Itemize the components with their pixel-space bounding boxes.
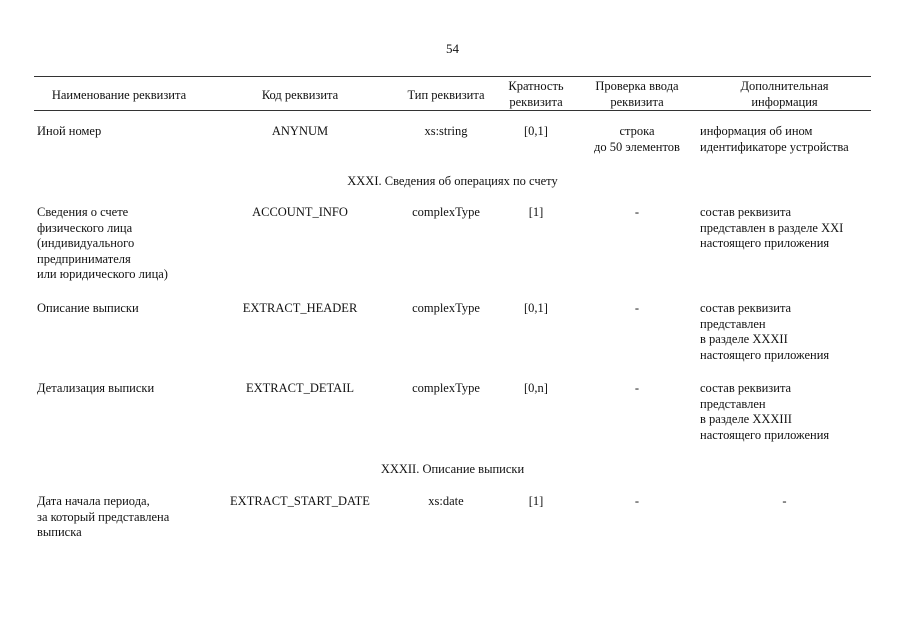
row-validation: - bbox=[634, 301, 640, 315]
row-multiplicity: [1] bbox=[528, 494, 544, 508]
section-heading: XXXII. Описание выписки bbox=[380, 462, 525, 476]
row-code: ANYNUM bbox=[271, 124, 329, 138]
row-name: Иной номер bbox=[37, 124, 102, 138]
row-info: состав реквизита представлен в разделе XXI настоящего приложения bbox=[700, 205, 844, 250]
row-type: xs:date bbox=[428, 494, 464, 508]
row-type: complexType bbox=[412, 205, 480, 219]
row-info: - bbox=[782, 494, 787, 508]
row-validation: строка до 50 элементов bbox=[594, 124, 680, 154]
row-validation: - bbox=[634, 381, 640, 395]
row-type: complexType bbox=[412, 301, 480, 315]
row-name: Сведения о счете физического лица (индивидуального предпринимателя или юридического лица) bbox=[37, 205, 168, 281]
row-code: EXTRACT_HEADER bbox=[242, 301, 358, 315]
row-code: EXTRACT_DETAIL bbox=[245, 381, 354, 395]
row-info: информация об ином идентификаторе устройства bbox=[700, 124, 849, 154]
row-info: состав реквизита представлен в разделе XXXIII настоящего приложения bbox=[700, 381, 830, 442]
row-multiplicity: [1] bbox=[528, 205, 544, 219]
header-validation: Проверка ввода реквизита bbox=[595, 79, 679, 109]
header-info: Дополнительная информация bbox=[740, 79, 829, 109]
row-type: complexType bbox=[412, 381, 480, 395]
row-validation: - bbox=[634, 205, 640, 219]
header-name: Наименование реквизита bbox=[51, 88, 187, 102]
row-name: Детализация выписки bbox=[37, 381, 155, 395]
section-heading: XXXI. Сведения об операциях по счету bbox=[347, 174, 558, 188]
page-number: 54 bbox=[446, 41, 459, 56]
row-name: Описание выписки bbox=[37, 301, 139, 315]
row-info: состав реквизита представлен в разделе XXXII настоящего приложения bbox=[700, 301, 830, 362]
header-multiplicity: Кратность реквизита bbox=[508, 79, 564, 109]
row-code: ACCOUNT_INFO bbox=[252, 205, 348, 219]
row-name: Дата начала периода, за который представлена выписка bbox=[37, 494, 170, 539]
row-code: EXTRACT_START_DATE bbox=[230, 494, 370, 508]
table-top-rule bbox=[34, 76, 871, 77]
row-multiplicity: [0,1] bbox=[524, 124, 548, 138]
table-header-rule bbox=[34, 110, 871, 111]
header-code: Код реквизита bbox=[261, 88, 339, 102]
row-validation: - bbox=[634, 494, 640, 508]
row-multiplicity: [0,1] bbox=[524, 301, 548, 315]
row-type: xs:string bbox=[424, 124, 468, 138]
row-multiplicity: [0,n] bbox=[524, 381, 548, 395]
header-type: Тип реквизита bbox=[407, 88, 485, 102]
